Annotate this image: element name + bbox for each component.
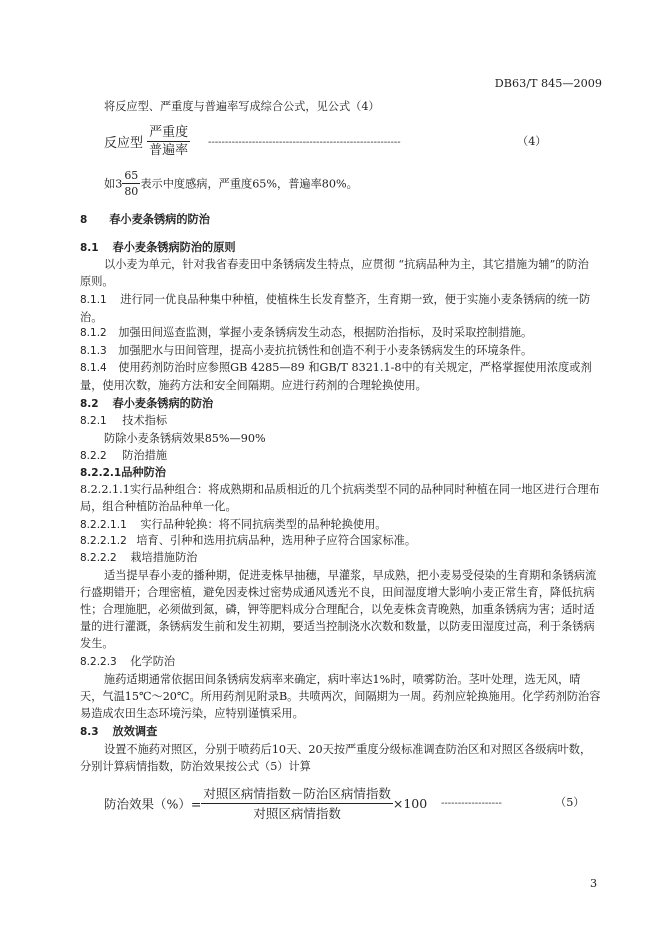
section-number: 8.1.4 — [80, 362, 107, 374]
section-body: 培育、引种和选用抗病品种，选用种子应符合国家标准。 — [136, 534, 417, 547]
section-8-2-2-3-heading — [80, 654, 175, 670]
section-number: 8.2.2.1.1 — [80, 519, 127, 531]
section-number: 8.2 — [80, 398, 99, 410]
section-body: 使用药剂防治时应参照GB 4285—89 和GB/T 8321.1-8中的有关规定，严格掌握使用浓度或剂量，使用次数，施药方法和安全间隔期。应进行药剂的合理轮换使用。 — [80, 361, 592, 392]
standard-code: DB63/T 845—2009 — [494, 77, 602, 90]
section-8-2-2-3-body: 施药适期通常依据田间条锈病发病率来确定，病叶率达1%时，喷雾防治。茎叶处理，选无风，晴天，气温15℃～20℃。所用药剂见附录B。共喷两次，间隔期为一周。药剂应轮换施用。化学药剂防治容易造成农田生态环境污染，应特别谨慎采用。 — [80, 673, 601, 720]
section-title: 春小麦条锈病防治的原则 — [112, 240, 236, 254]
section-title: 栽培措施防治 — [130, 551, 198, 564]
example-numerator: 65 — [124, 169, 139, 182]
section-number: 8.1.2 — [80, 327, 107, 339]
example-text: 表示中度感病，严重度65%，普遍率80%。 — [140, 177, 358, 191]
page-number: 3 — [590, 877, 598, 890]
section-body: 加强田间巡查监测，掌握小麦条锈病发生动态，根据防治指标，及时采取控制措施。 — [118, 326, 533, 339]
section-title: 春小麦条锈病的防治 — [112, 396, 214, 410]
example-fraction — [122, 168, 140, 199]
section-8-1-4 — [80, 359, 602, 394]
section-body: 实行品种轮换：将不同抗病类型的品种轮换使用。 — [140, 518, 387, 531]
section-number: 8.1.3 — [80, 345, 107, 357]
section-8-2-2-1-1 — [80, 517, 386, 533]
section-number: 8.1 — [80, 242, 99, 254]
formula4-leader: --------------------------------------------------------- — [208, 137, 401, 148]
section-8-2-heading — [80, 396, 213, 412]
section-number: 8.2.2.2 — [80, 552, 117, 564]
section-number: 8.2.2.1.2 — [80, 535, 127, 547]
formula4-denominator: 普遍率 — [149, 143, 189, 158]
section-number: 8.2.2.1 — [80, 467, 122, 479]
section-number: 8.2.2.3 — [80, 656, 117, 668]
section-title: 技术指标 — [122, 414, 168, 427]
section-number: 8 — [80, 214, 88, 226]
section-8-1-body: 以小麦为单元，针对我省春麦田中条锈病发生特点，应贯彻 “抗病品种为主，其它措施为辅”的防治原则。 — [80, 258, 589, 288]
formula5-times: ×100 — [392, 796, 428, 811]
formula5-fraction — [201, 784, 393, 823]
section-8-2-2-1-body: 8.2.2.1.1实行品种组合：将成熟期和品质相近的几个抗病类型不同的品种同时种植在同一地区进行合理布局，组合种植防治品种单一化。 — [80, 483, 600, 513]
section-8-2-2-1-2 — [80, 533, 416, 549]
section-number: 8.2.1 — [80, 415, 107, 427]
section-8-1-heading — [80, 240, 236, 256]
section-title: 春小麦条锈病的防治 — [109, 212, 210, 226]
formula4-number: （4） — [517, 135, 547, 148]
formula4-intro: 将反应型、严重度与普遍率写成综合公式，见公式（4） — [104, 100, 380, 113]
formula4 — [104, 124, 190, 159]
example-denominator: 80 — [124, 185, 139, 198]
formula5-leader: ------------------ — [441, 798, 502, 809]
section-title: 防治措施 — [122, 449, 168, 462]
section-8-3-heading — [80, 724, 157, 740]
formula5-lhs: 防治效果（%）= — [104, 796, 202, 812]
formula5-numerator: 对照区病情指数－防治区病情指数 — [201, 784, 393, 804]
formula4-fraction — [147, 124, 190, 159]
section-8-1-3 — [80, 342, 610, 360]
formula4-lhs: 反应型 — [104, 136, 144, 151]
section-number: 8.3 — [80, 726, 99, 738]
formula5 — [104, 784, 427, 823]
section-8-2-2-2-heading — [80, 550, 197, 566]
formula5-denominator: 对照区病情指数 — [253, 806, 341, 821]
section-8-2-2-heading — [80, 448, 167, 464]
section-8-3-body: 设置不施药对照区，分别于喷药后10天、20天按严重度分级标准调查防治区和对照区各级病叶数，分别计算病情指数，防治效果按公式（5）计算 — [80, 743, 592, 773]
section-title: 放效调查 — [112, 724, 158, 738]
section-8-2-2-1-heading — [80, 465, 166, 481]
section-8-2-2-2-body: 适当提早春小麦的播种期，促进麦株早抽穗，早灌浆，早成熟，把小麦易受侵染的生育期和条锈病流行盛期错开；合理密植，避免因麦株过密势成通风透光不良，田间湿度增大影响小麦正常生育，降低抗病性；合理施肥，必须做到氮，磷，钾等肥料成分合理配合，以免麦株贪青晚熟，加重条锈病为害；适时适量的进行灌溉，条锈病发生前和发生初期，要适当控制浇水次数和数量，以防麦田湿度过高，利于条锈病发生。 — [80, 569, 597, 650]
section-8-1-1 — [80, 291, 600, 326]
example-prefix: 如3 — [104, 177, 123, 191]
section-number: 8.1.1 — [80, 294, 107, 306]
example-line — [104, 168, 358, 199]
formula5-number: （5） — [555, 796, 585, 809]
section-body: 加强肥水与田间管理，提高小麦抗抗锈性和创造不利于小麦条锈病发生的环境条件。 — [118, 344, 533, 357]
section-8-heading — [80, 212, 210, 228]
formula4-numerator: 严重度 — [149, 125, 189, 140]
section-8-2-1-body: 防除小麦条锈病效果85%—90% — [104, 432, 266, 445]
section-8-1-2 — [80, 324, 610, 342]
section-title: 品种防治 — [121, 465, 166, 479]
section-number: 8.2.2 — [80, 450, 107, 462]
section-title: 化学防治 — [130, 655, 176, 668]
section-body: 进行同一优良品种集中种植，使植株生长发育整齐，生育期一致，便于实施小麦条锈病的统一防治。 — [80, 293, 591, 324]
section-8-2-1-heading — [80, 413, 167, 429]
